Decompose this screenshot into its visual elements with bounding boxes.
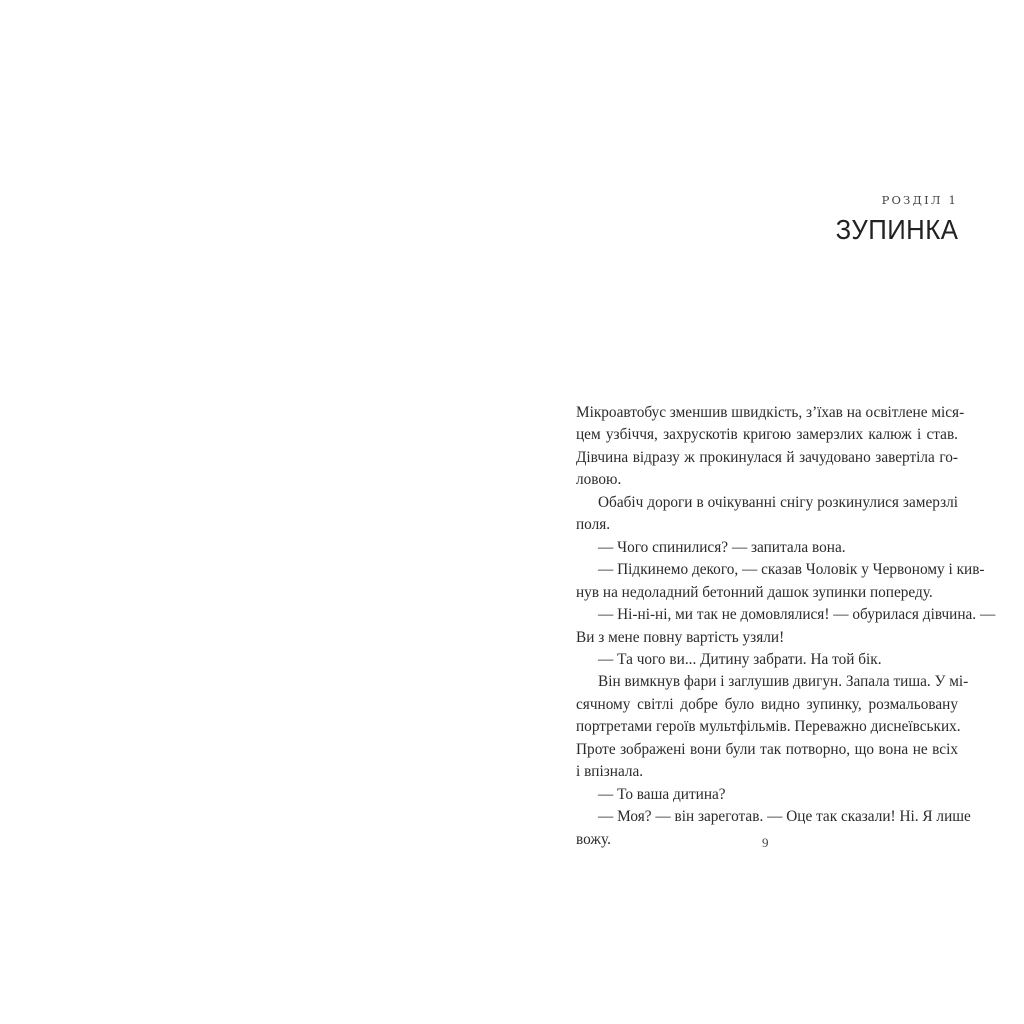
text-line: поля. xyxy=(576,516,611,534)
paragraph xyxy=(576,604,996,649)
text-line: — Ні-ні-ні, ми так не домовлялися! — обурилася дівчина. — xyxy=(598,606,996,624)
paragraph xyxy=(576,784,958,806)
text-line: нув на недоладний бетонний дашок зупинки попереду. xyxy=(576,583,933,601)
text-line: — Підкинемо декого, — сказав Чоловік у Червоному і кив- xyxy=(598,561,985,579)
paragraph xyxy=(576,492,958,537)
text-line: портретами героїв мультфільмів. Переважно диснеївських. xyxy=(576,718,961,736)
text-line: — Чого спинилися? — запитала вона. xyxy=(598,538,846,556)
text-line: — Моя? — він зареготав. — Оце так сказали! Ні. Я лише xyxy=(598,808,971,826)
text-line: Обабіч дороги в очікуванні снігу розкинулися замерзлі xyxy=(598,493,958,511)
text-line: — Та чого ви... Дитину забрати. На той бік. xyxy=(598,650,882,668)
text-line: вожу. xyxy=(576,830,611,848)
text-line: Дівчина відразу ж прокинулася й зачудовано завертіла го- xyxy=(576,448,958,466)
body-text xyxy=(576,402,996,851)
paragraph xyxy=(576,537,958,559)
text-line: і впізнала. xyxy=(576,763,644,781)
text-line: — То ваша дитина? xyxy=(598,785,726,803)
text-line: Ви з мене повну вартість узяли! xyxy=(576,628,785,646)
text-line: сячному світлі добре було видно зупинку, розмальовану xyxy=(576,695,958,713)
paragraph xyxy=(576,402,965,492)
paragraph xyxy=(576,671,969,783)
text-line: Проте зображені вони були так потворно, що вона не всіх xyxy=(576,740,958,758)
chapter-label: РОЗДІЛ 1 xyxy=(881,193,958,207)
paragraph xyxy=(576,649,958,671)
text-line: Мікроавтобус зменшив швидкість, з’їхав на освітлене міся- xyxy=(576,404,965,421)
page-number: 9 xyxy=(762,835,769,850)
text-line: ловою. xyxy=(576,471,622,489)
text-line: Він вимкнув фари і заглушив двигун. Запала тиша. У мі- xyxy=(598,673,969,691)
paragraph xyxy=(576,559,985,604)
text-line: цем узбіччя, захрускотів кригою замерзлих калюж і став. xyxy=(576,426,958,444)
chapter-title: ЗУПИНКА xyxy=(835,214,958,245)
